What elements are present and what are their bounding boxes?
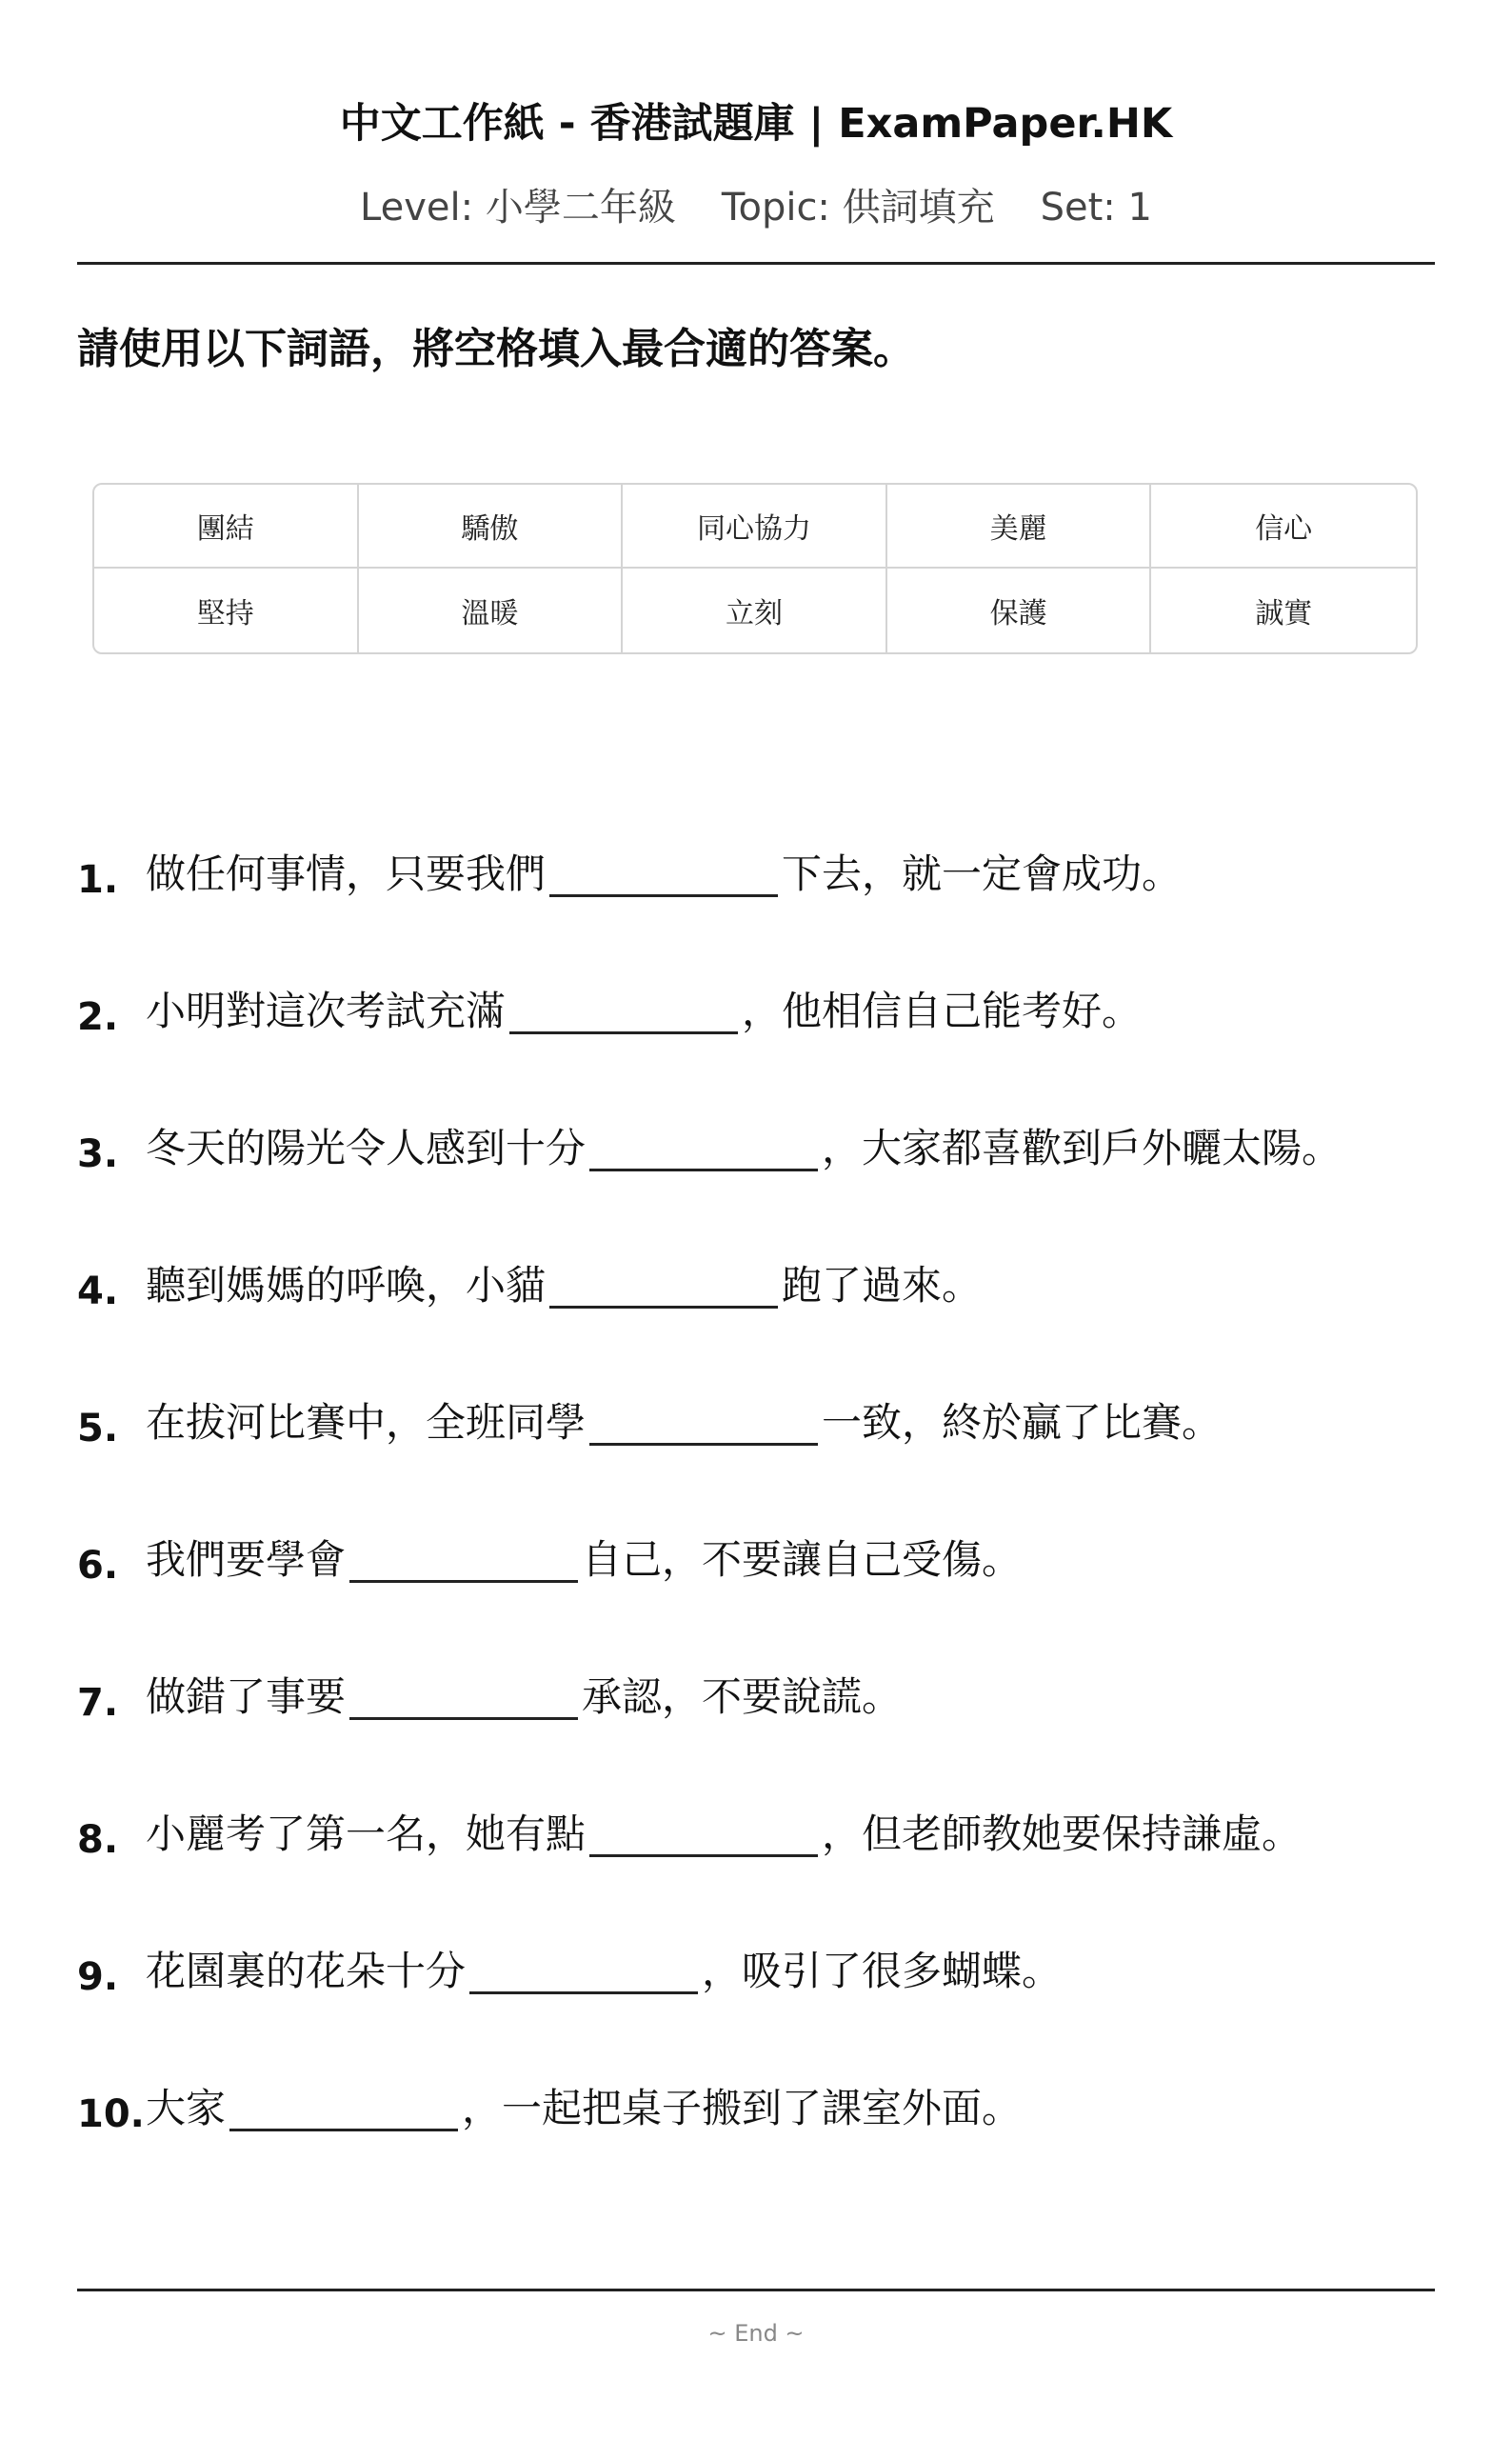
level-label: Level: 小學二年級 bbox=[360, 186, 676, 230]
question-text bbox=[146, 1672, 902, 1722]
question-text-before: 做錯了事要 bbox=[146, 1673, 347, 1720]
question-text-before: 冬天的陽光令人感到十分 bbox=[146, 1125, 587, 1171]
question-list bbox=[77, 762, 1435, 2136]
question-text-before: 聽到媽媽的呼喚，小貓 bbox=[146, 1262, 547, 1309]
question-text-before: 花園裏的花朵十分 bbox=[146, 1948, 467, 1994]
word-bank-table bbox=[92, 483, 1418, 654]
question-number: 7. bbox=[77, 1681, 119, 1725]
answer-blank[interactable] bbox=[589, 1127, 818, 1171]
word-bank-cell: 驕傲 bbox=[359, 485, 624, 569]
question-text-after: 跑了過來。 bbox=[782, 1262, 983, 1309]
question-text-before: 做任何事情，只要我們 bbox=[146, 850, 547, 897]
footer-divider bbox=[77, 2289, 1435, 2291]
answer-blank[interactable] bbox=[229, 2087, 458, 2131]
answer-blank[interactable] bbox=[589, 1812, 818, 1857]
question-item bbox=[77, 899, 1435, 1039]
word-bank-cell: 保護 bbox=[887, 569, 1152, 652]
answer-blank[interactable] bbox=[509, 990, 738, 1034]
question-text bbox=[146, 2084, 1022, 2133]
question-text-before: 在拔河比賽中，全班同學 bbox=[146, 1399, 587, 1446]
question-text bbox=[146, 1810, 1302, 1859]
answer-blank[interactable] bbox=[349, 1675, 578, 1720]
question-number: 5. bbox=[77, 1407, 119, 1450]
question-text bbox=[146, 850, 1182, 899]
question-number: 2. bbox=[77, 995, 119, 1039]
question-item bbox=[77, 1036, 1435, 1176]
question-text-before: 小麗考了第一名，她有點 bbox=[146, 1810, 587, 1857]
answer-blank[interactable] bbox=[349, 1538, 578, 1583]
word-bank-cell: 堅持 bbox=[94, 569, 359, 652]
word-bank-cell: 誠實 bbox=[1255, 597, 1313, 630]
question-text bbox=[146, 1535, 1022, 1585]
question-item bbox=[77, 762, 1435, 902]
question-text-before: 我們要學會 bbox=[146, 1536, 347, 1583]
question-number: 1. bbox=[77, 858, 119, 902]
topic-label: Topic: 供詞填充 bbox=[721, 186, 995, 230]
question-item bbox=[77, 1448, 1435, 1588]
word-bank-cell: 信心 bbox=[1151, 485, 1416, 569]
word-bank-cell: 團結 bbox=[94, 485, 359, 569]
word-bank-cell: 溫暖 bbox=[359, 569, 624, 652]
question-text-after: 承認，不要說謊。 bbox=[582, 1673, 903, 1720]
question-number: 9. bbox=[77, 1955, 119, 1999]
question-number: 10. bbox=[77, 2092, 145, 2136]
header-divider bbox=[77, 262, 1435, 265]
worksheet-page bbox=[77, 0, 1435, 2440]
question-item bbox=[77, 1585, 1435, 1725]
question-text bbox=[146, 1124, 1342, 1173]
question-text-after: 自己，不要讓自己受傷。 bbox=[582, 1536, 1023, 1583]
question-text-before: 大家 bbox=[146, 2085, 227, 2131]
question-number: 3. bbox=[77, 1132, 119, 1176]
question-item bbox=[77, 1722, 1435, 1862]
question-item bbox=[77, 1996, 1435, 2136]
page-title: 中文工作紙 - 香港試題庫 | ExamPaper.HK bbox=[339, 100, 1173, 148]
question-text bbox=[146, 1261, 982, 1310]
question-number: 8. bbox=[77, 1818, 119, 1862]
question-text-after: 下去，就一定會成功。 bbox=[782, 850, 1183, 897]
question-number: 4. bbox=[77, 1270, 119, 1313]
answer-blank[interactable] bbox=[549, 1264, 778, 1309]
instruction-text: 請使用以下詞語，將空格填入最合適的答案。 bbox=[77, 325, 915, 373]
question-item bbox=[77, 1173, 1435, 1313]
question-number: 6. bbox=[77, 1544, 119, 1588]
question-text-before: 小明對這次考試充滿 bbox=[146, 988, 507, 1034]
question-text bbox=[146, 1947, 1062, 1996]
answer-blank[interactable] bbox=[549, 852, 778, 897]
question-text bbox=[146, 1398, 1222, 1448]
word-bank-cell: 同心協力 bbox=[623, 485, 887, 569]
question-text-after: ，一起把桌子搬到了課室外面。 bbox=[462, 2085, 1023, 2131]
answer-blank[interactable] bbox=[469, 1950, 698, 1994]
end-marker: ~ End ~ bbox=[707, 2320, 805, 2347]
question-text bbox=[146, 987, 1142, 1036]
question-text-after: ，他相信自己能考好。 bbox=[742, 988, 1143, 1034]
question-item bbox=[77, 1310, 1435, 1448]
question-text-after: 一致，終於贏了比賽。 bbox=[822, 1399, 1223, 1446]
set-label: Set: 1 bbox=[1040, 186, 1152, 230]
word-bank-cell: 立刻 bbox=[623, 569, 887, 652]
word-bank-cell: 美麗 bbox=[887, 485, 1152, 569]
question-text-after: ，吸引了很多蝴蝶。 bbox=[702, 1948, 1063, 1994]
question-text-after: ，但老師教她要保持謙虛。 bbox=[822, 1810, 1303, 1857]
question-item bbox=[77, 1859, 1435, 1999]
answer-blank[interactable] bbox=[589, 1401, 818, 1446]
question-text-after: ，大家都喜歡到戶外曬太陽。 bbox=[822, 1125, 1343, 1171]
worksheet-meta bbox=[77, 181, 1435, 234]
